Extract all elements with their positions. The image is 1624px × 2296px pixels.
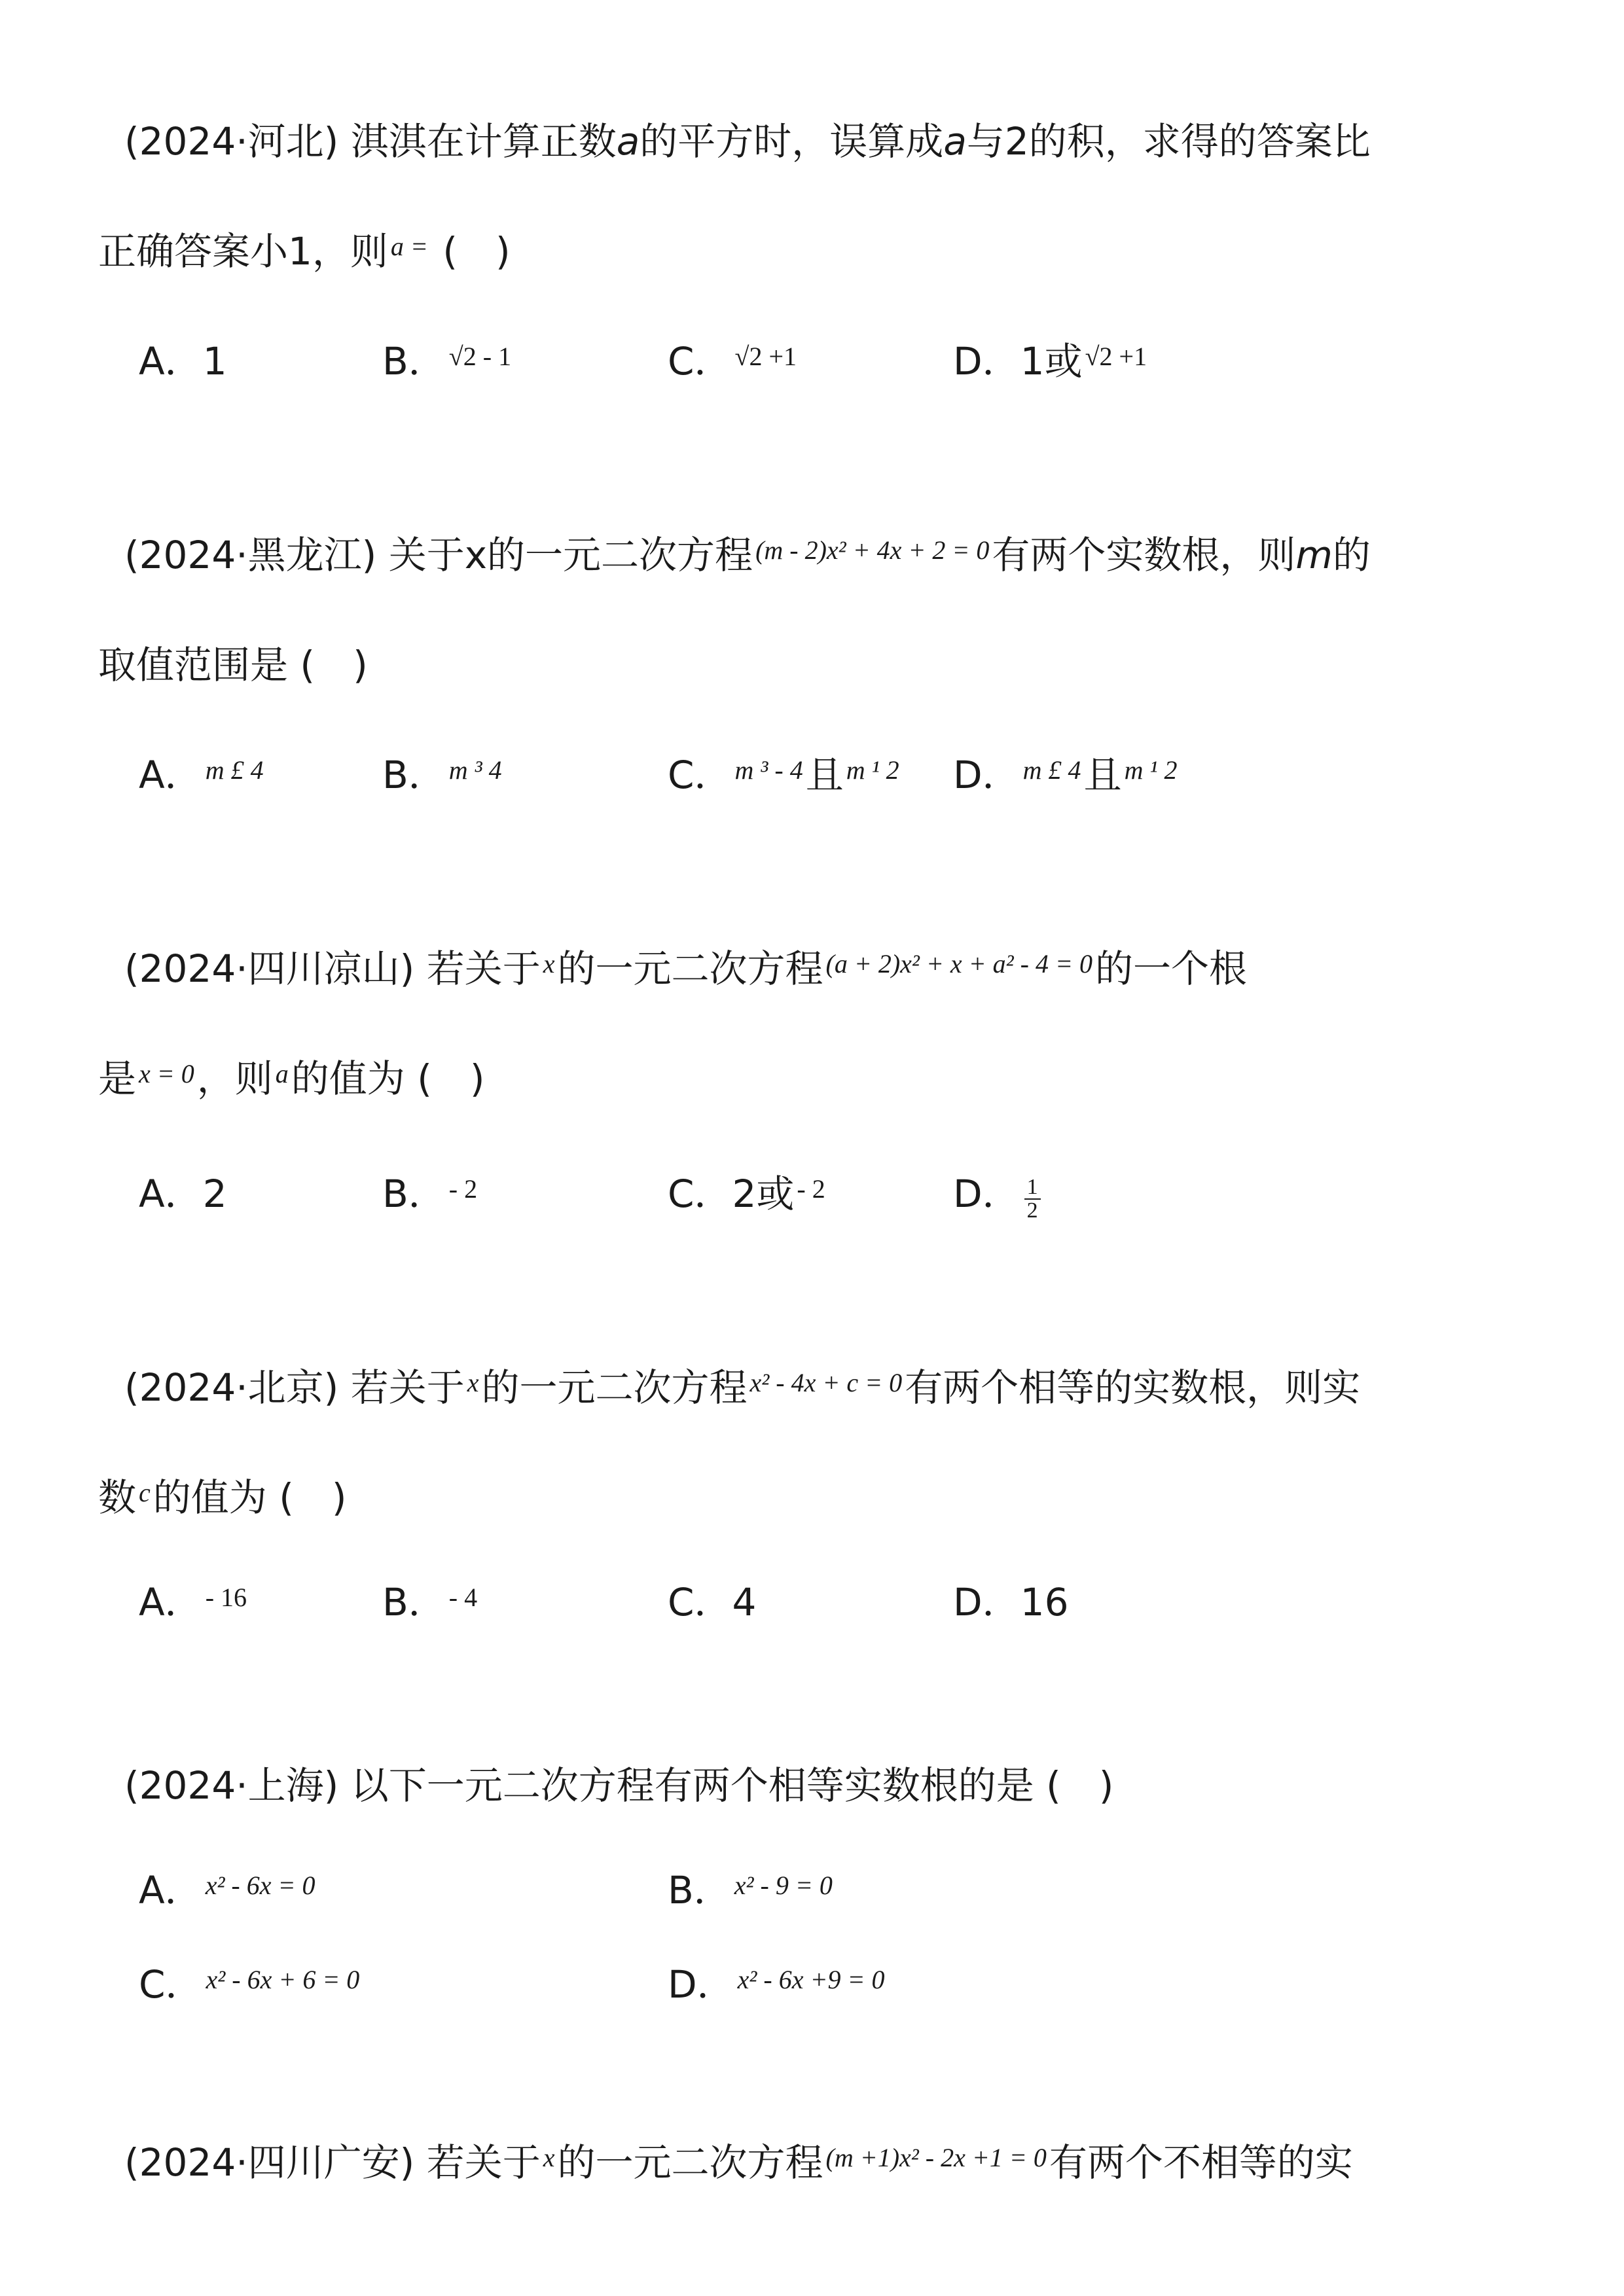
option-math: - 4 xyxy=(448,1583,478,1612)
question-4-option-b[interactable] xyxy=(382,1576,480,1633)
option-label: A． xyxy=(139,1868,203,1912)
question-6-variable: x xyxy=(543,2143,555,2172)
question-2-text: 取值范围是 ( ) xyxy=(98,643,368,687)
question-4-line-1 xyxy=(124,1361,1360,1418)
option-math: m ³ - 4 xyxy=(734,755,803,785)
question-3-text: 的一元二次方程 xyxy=(557,946,823,991)
option-label: B． xyxy=(382,1172,446,1216)
option-math: √2 - 1 xyxy=(448,342,512,371)
question-5-line-1 xyxy=(124,1759,1113,1812)
option-label: D． xyxy=(953,753,1020,797)
option-math: - 2 xyxy=(797,1174,825,1204)
question-1-text: ( ) xyxy=(430,229,511,274)
question-2-line-1 xyxy=(124,529,1371,586)
option-label: B． xyxy=(382,339,446,384)
option-label: B． xyxy=(382,753,446,797)
question-1-line-2 xyxy=(98,225,511,282)
question-3-variable: a xyxy=(275,1059,289,1088)
question-4-math: x² - 4x + c = 0 xyxy=(749,1368,903,1397)
question-2-text: 有两个实数根，则 xyxy=(992,533,1296,577)
option-label: C． xyxy=(668,339,732,384)
question-1-text: (2024·河北) 淇淇在计算正数 xyxy=(124,119,617,164)
question-3-text: (2024·四川凉山) 若关于 xyxy=(124,946,541,991)
option-math: - 16 xyxy=(205,1583,247,1612)
option-text: 16 xyxy=(1020,1580,1069,1624)
question-4-text: (2024·北京) 若关于 xyxy=(124,1365,465,1410)
question-4-option-c[interactable] xyxy=(668,1576,756,1628)
question-2-line-2 xyxy=(98,639,368,691)
option-label: A． xyxy=(139,1172,203,1216)
question-2-math: (m - 2)x² + 4x + 2 = 0 xyxy=(755,535,990,565)
question-1-option-c[interactable] xyxy=(668,335,799,392)
option-math: m ³ 4 xyxy=(448,755,502,785)
question-6-line-1 xyxy=(124,2136,1353,2193)
question-4-text: 数 xyxy=(98,1475,137,1520)
question-1-option-b[interactable] xyxy=(382,335,514,392)
option-label: C． xyxy=(668,1172,732,1216)
option-label: A． xyxy=(139,1580,203,1624)
option-math: x² - 6x + 6 = 0 xyxy=(206,1965,360,1994)
option-math: m ¹ 2 xyxy=(846,755,899,785)
option-text: 1或 xyxy=(1020,339,1083,384)
question-6-math: (m +1)x² - 2x +1 = 0 xyxy=(825,2143,1047,2172)
option-math: x² - 9 = 0 xyxy=(734,1871,833,1900)
option-text: 2或 xyxy=(732,1172,795,1216)
option-math: √2 +1 xyxy=(734,342,797,371)
option-math: m £ 4 xyxy=(205,755,264,785)
option-math: - 2 xyxy=(448,1174,478,1204)
option-label: D． xyxy=(953,1580,1020,1624)
question-5-option-b[interactable] xyxy=(668,1864,835,1921)
option-text: 且 xyxy=(1083,753,1122,797)
question-3-text: ，则 xyxy=(196,1056,273,1101)
option-math: x² - 6x +9 = 0 xyxy=(737,1965,885,1994)
question-2-option-b[interactable] xyxy=(382,749,505,806)
question-4-text: 有两个相等的实数根，则实 xyxy=(905,1365,1361,1410)
option-fraction xyxy=(1024,1176,1041,1222)
question-1-line-1 xyxy=(124,115,1371,168)
option-label: A． xyxy=(139,339,203,384)
question-4-text: 的一元二次方程 xyxy=(481,1365,748,1410)
question-2-text: 的 xyxy=(1332,533,1371,577)
question-3-math: (a + 2)x² + x + a² - 4 = 0 xyxy=(825,949,1092,978)
question-3-line-2 xyxy=(98,1052,484,1109)
option-math: m £ 4 xyxy=(1022,755,1081,785)
option-math: x² - 6x = 0 xyxy=(205,1871,316,1900)
question-5-option-c[interactable] xyxy=(139,1958,362,2015)
option-label: B． xyxy=(668,1868,732,1912)
question-4-variable: c xyxy=(139,1478,151,1507)
option-text: 4 xyxy=(732,1580,757,1624)
option-label: D． xyxy=(953,339,1020,384)
question-3-text: 的一个根 xyxy=(1094,946,1247,991)
question-4-text: 的值为 ( ) xyxy=(153,1475,347,1520)
question-3-variable: x xyxy=(543,949,555,978)
question-1-math: a = xyxy=(390,232,428,261)
question-3-line-1 xyxy=(124,942,1247,999)
question-3-text: 是 xyxy=(98,1056,137,1101)
question-3-option-c[interactable] xyxy=(668,1168,828,1225)
question-5-option-d[interactable] xyxy=(668,1958,887,2015)
option-label: A． xyxy=(139,753,203,797)
question-3-text: 的值为 ( ) xyxy=(291,1056,485,1101)
question-1-text: 的平方时，误算成 xyxy=(640,119,944,164)
question-6-text: (2024·四川广安) 若关于 xyxy=(124,2140,541,2185)
question-1-variable: a xyxy=(616,119,640,164)
option-label: B． xyxy=(382,1580,446,1624)
question-2-text: (2024·黑龙江) 关于x的一元二次方程 xyxy=(124,533,753,577)
question-3-option-b[interactable] xyxy=(382,1168,480,1225)
fraction-numerator: 1 xyxy=(1024,1176,1041,1200)
question-2-option-d[interactable] xyxy=(953,749,1180,806)
option-text: 2 xyxy=(202,1172,227,1216)
question-5-text: (2024·上海) 以下一元二次方程有两个相等实数根的是 ( ) xyxy=(124,1763,1114,1808)
option-label: D． xyxy=(953,1172,1020,1216)
option-label: C． xyxy=(668,1580,732,1624)
question-2-variable: m xyxy=(1295,533,1333,577)
option-math: m ¹ 2 xyxy=(1124,755,1178,785)
option-label: D． xyxy=(668,1962,735,2007)
question-1-text: 与2的积，求得的答案比 xyxy=(966,119,1371,164)
question-6-text: 的一元二次方程 xyxy=(557,2140,823,2185)
question-1-option-d[interactable] xyxy=(953,335,1149,392)
question-3-math: x = 0 xyxy=(139,1059,194,1088)
question-4-variable: x xyxy=(467,1368,479,1397)
question-2-option-c[interactable] xyxy=(668,749,902,806)
question-4-option-d[interactable] xyxy=(953,1576,1068,1628)
question-6-text: 有两个不相等的实 xyxy=(1049,2140,1353,2185)
question-2-option-a[interactable] xyxy=(139,749,266,806)
question-1-text: 正确答案小1，则 xyxy=(98,229,388,274)
option-math: √2 +1 xyxy=(1085,342,1147,371)
question-4-line-2 xyxy=(98,1471,346,1528)
question-1-variable: a xyxy=(943,119,967,164)
option-label: C． xyxy=(139,1962,204,2007)
question-3-option-a[interactable] xyxy=(139,1168,227,1220)
question-4-option-a[interactable] xyxy=(139,1576,249,1633)
fraction-denominator: 2 xyxy=(1026,1198,1038,1223)
question-5-option-a[interactable] xyxy=(139,1864,318,1921)
option-text: 且 xyxy=(805,753,844,797)
option-label: C． xyxy=(668,753,732,797)
option-text: 1 xyxy=(202,339,227,384)
question-3-option-d[interactable] xyxy=(953,1168,1041,1235)
question-1-option-a[interactable] xyxy=(139,335,227,387)
